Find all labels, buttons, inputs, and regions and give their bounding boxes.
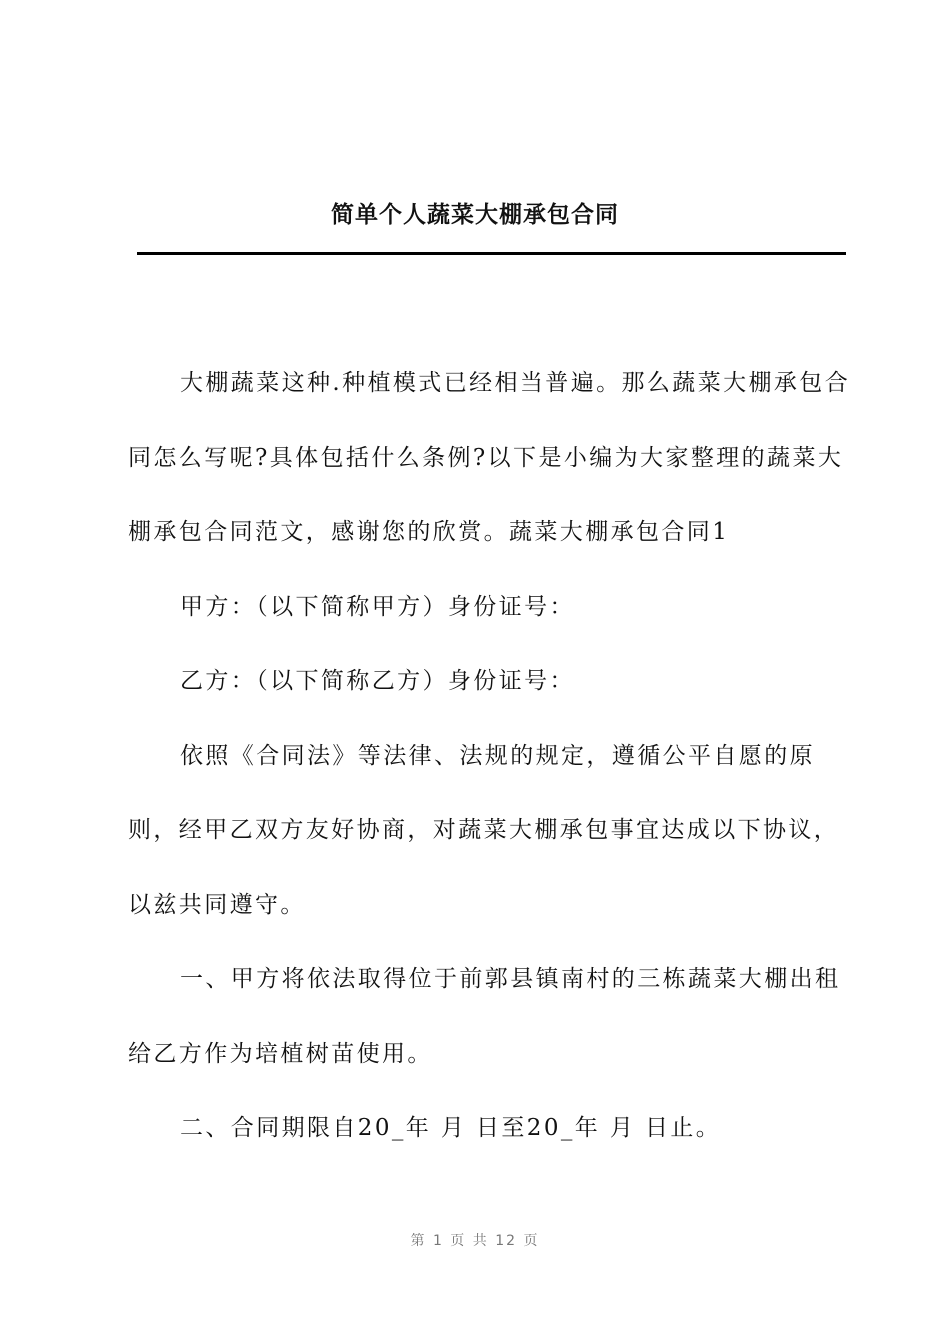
paragraph-party-b: 乙方：（以下简称乙方）身份证号： [180, 668, 575, 694]
document-title: 简单个人蔬菜大棚承包合同 [331, 202, 619, 228]
paragraph-clause-2: 二、合同期限自20_年 月 日至20_年 月 日止。 [180, 1115, 722, 1141]
paragraph-clause-1: 一、甲方将依法取得位于前郭县镇南村的三栋蔬菜大棚出租给乙方作为培植树苗使用。 [128, 966, 841, 1067]
title-divider [137, 252, 846, 255]
document-body [128, 346, 858, 1166]
paragraph-intro: 大棚蔬菜这种.种植模式已经相当普遍。那么蔬菜大棚承包合同怎么写呢?具体包括什么条例?以下是小编为大家整理的蔬菜大棚承包合同范文，感谢您的欣赏。蔬菜大棚承包合同1 [128, 370, 851, 545]
paragraph-basis: 依照《合同法》等法律、法规的规定，遵循公平自愿的原则，经甲乙双方友好协商，对蔬菜大棚承包事宜达成以下协议，以兹共同遵守。 [128, 742, 840, 918]
page-number: 第 1 页 共 12 页 [410, 1233, 540, 1249]
paragraph-party-a: 甲方：（以下简称甲方）身份证号： [180, 593, 575, 620]
